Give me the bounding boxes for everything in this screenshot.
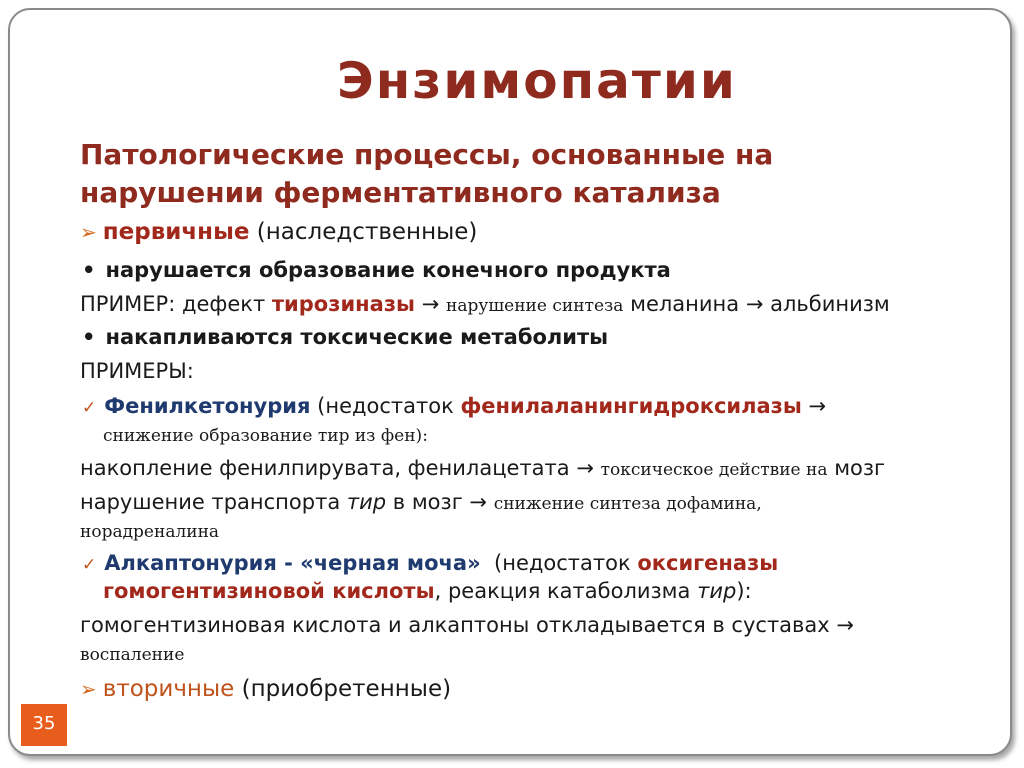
example-tyrosinase bbox=[80, 290, 890, 320]
pku-line4-c: в мозг → bbox=[392, 490, 487, 514]
pku-line-4 bbox=[80, 488, 762, 518]
pku-line-2: снижение образование тир из фен): bbox=[103, 426, 428, 446]
alk-item bbox=[80, 549, 778, 579]
example1-enzyme: тирозиназы bbox=[271, 292, 416, 316]
pku-name: Фенилкетонурия bbox=[104, 394, 311, 418]
alk-line-2 bbox=[103, 577, 752, 605]
example1-rest: меланина → альбинизм bbox=[630, 292, 890, 316]
bullet-toxic-text: накапливаются токсические метаболиты bbox=[105, 325, 609, 349]
page-number-badge: 35 bbox=[21, 704, 67, 746]
pku-line3-a: накопление фенилпирувата, фенилацетата → bbox=[80, 456, 594, 480]
pku-arrow: → bbox=[808, 394, 827, 418]
subtitle-line-1: Патологические процессы, основанные на bbox=[80, 138, 774, 171]
primary-note: (наследственные) bbox=[256, 219, 478, 245]
check-bullet-icon: ✓ bbox=[82, 398, 97, 418]
alk-enzyme-1: оксигеназы bbox=[637, 551, 779, 575]
slide-subtitle bbox=[80, 136, 980, 212]
example1-arrow: → bbox=[421, 292, 440, 316]
pku-line4-b: тир bbox=[346, 490, 387, 514]
pku-line4-d: снижение синтеза дофамина, bbox=[493, 494, 762, 514]
alk-line-4: воспаление bbox=[80, 645, 185, 665]
primary-label: первичные bbox=[102, 219, 250, 245]
example1-mid: нарушение синтеза bbox=[446, 296, 624, 316]
subtitle-line-2: нарушении ферментативного катализа bbox=[80, 176, 721, 209]
alk-rest-a: , реакция катаболизма bbox=[434, 579, 691, 603]
arrow-bullet-icon: ➢ bbox=[80, 220, 97, 244]
pku-line3-c: мозг bbox=[834, 456, 886, 480]
pku-item bbox=[80, 392, 826, 422]
dot-bullet-icon: • bbox=[82, 325, 96, 349]
slide-title: Энзимопатии bbox=[337, 52, 737, 110]
pku-open: (недостаток bbox=[317, 394, 454, 418]
pku-line3-b: токсическое действие на bbox=[600, 460, 828, 480]
secondary-label: вторичные bbox=[102, 676, 235, 702]
alk-name: Алкаптонурия - «черная моча» bbox=[104, 551, 481, 575]
bullet-end-product-text: нарушается образование конечного продукта bbox=[105, 258, 671, 282]
alk-enzyme-2: гомогентизиновой кислоты bbox=[103, 579, 435, 603]
alk-open: (недостаток bbox=[494, 551, 631, 575]
pku-line-5: норадреналина bbox=[80, 522, 220, 542]
pku-line-3 bbox=[80, 454, 885, 484]
dot-bullet-icon: • bbox=[82, 258, 96, 282]
alk-rest-c: ): bbox=[736, 579, 752, 603]
example1-prefix: ПРИМЕР: дефект bbox=[80, 292, 266, 316]
alk-rest-b: тир bbox=[697, 579, 737, 603]
bullet-toxic bbox=[80, 323, 608, 351]
secondary-item bbox=[80, 675, 451, 703]
alk-line-3: гомогентизиновая кислота и алкаптоны откладывается в суставах → bbox=[80, 613, 854, 637]
primary-item bbox=[80, 218, 477, 246]
check-bullet-icon: ✓ bbox=[82, 555, 97, 575]
examples-label: ПРИМЕРЫ: bbox=[80, 359, 194, 383]
secondary-note: (приобретенные) bbox=[241, 676, 452, 702]
bullet-end-product bbox=[80, 256, 671, 284]
pku-enzyme: фенилаланингидроксилазы bbox=[460, 394, 802, 418]
pku-line4-a: нарушение транспорта bbox=[80, 490, 341, 514]
arrow-bullet-icon: ➢ bbox=[80, 677, 97, 701]
